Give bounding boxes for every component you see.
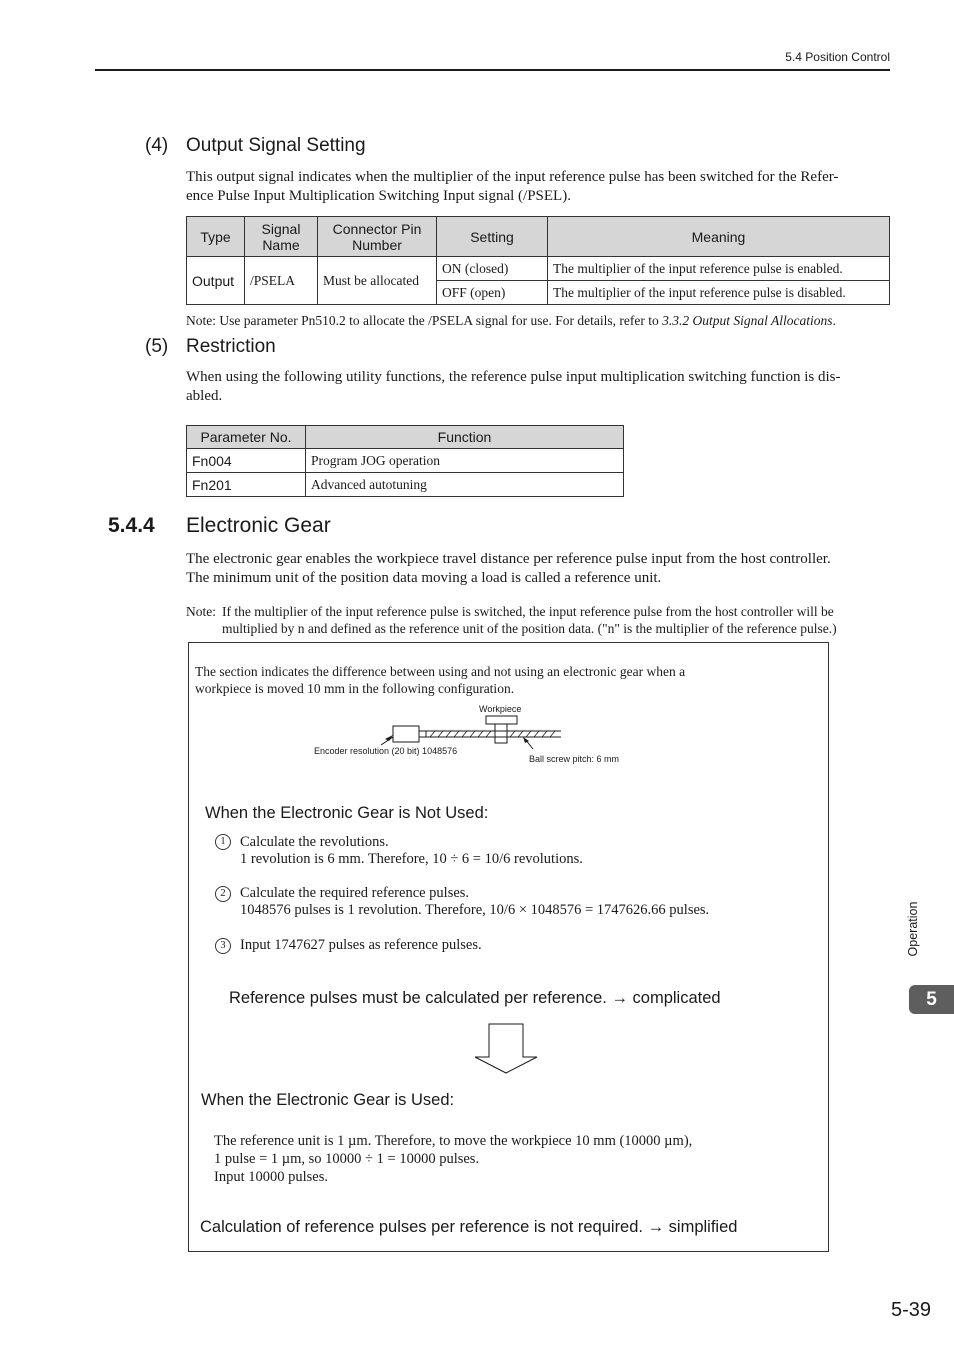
page-number: 5-39 — [890, 1299, 931, 1321]
encoder-label: Encoder resolution (20 bit) 1048576 — [314, 746, 458, 756]
step-2 — [215, 885, 709, 919]
workpiece-nut-shape — [495, 724, 507, 743]
note-text: Note: Use parameter Pn510.2 to allocate the /PSELA signal for use. For details, refer to — [186, 313, 663, 328]
motor-encoder-shape — [393, 726, 419, 742]
paragraph-line: When using the following utility functions, the reference pulse input multiplication switching function is dis- — [186, 369, 841, 385]
step-line: Calculate the revolutions. — [240, 834, 389, 850]
cell-type: Output — [187, 257, 245, 305]
col-header-parameter: Parameter No. — [187, 426, 306, 449]
intro-line: workpiece is moved 10 mm in the following configuration. — [195, 681, 515, 696]
pitch-label: Ball screw pitch: 6 mm — [529, 754, 620, 764]
example-intro — [195, 663, 685, 697]
cell-parameter: Fn004 — [187, 449, 306, 473]
table-header-row — [187, 217, 890, 257]
cell-parameter: Fn201 — [187, 473, 306, 497]
subsection-heading-electronic-gear — [108, 514, 331, 538]
paragraph-line: The minimum unit of the position data moving a load is called a reference unit. — [186, 570, 662, 586]
cell-setting: ON (closed) — [437, 257, 548, 281]
cell-meaning: The multiplier of the input reference pulse is enabled. — [548, 257, 890, 281]
table-row — [187, 257, 890, 281]
used-heading: When the Electronic Gear is Used: — [201, 1091, 455, 1109]
section-heading-restriction — [145, 336, 276, 358]
step-line: Calculate the required reference pulses. — [240, 885, 470, 901]
output-signal-description — [186, 168, 886, 206]
note-label: Note: — [186, 604, 216, 619]
table-row — [187, 473, 624, 497]
section-number: (5) — [145, 336, 169, 357]
note-line: multiplied by n and defined as the reference unit of the position data. ("n" is the multiplier of the reference pulse.) — [222, 621, 837, 636]
step-1 — [215, 834, 583, 868]
explanation-line: 1 pulse = 1 µm, so 10000 ÷ 1 = 10000 pulses. — [214, 1151, 480, 1167]
cell-setting: OFF (open) — [437, 281, 548, 305]
intro-line: The section indicates the difference between using and not using an electronic gear when a — [195, 664, 686, 679]
step-3 — [215, 937, 482, 954]
side-label-text: Operation — [906, 901, 920, 957]
output-signal-table — [186, 216, 890, 305]
subsection-title: Electronic Gear — [186, 514, 331, 537]
step-line: 1048576 pulses is 1 revolution. Therefore, 10/6 × 1048576 = 1747626.66 pulses. — [240, 902, 710, 918]
paragraph-line: This output signal indicates when the multiplier of the input reference pulse has been switched for the Refer- — [186, 169, 839, 185]
subsection-number: 5.4.4 — [108, 514, 155, 537]
used-result: Calculation of reference pulses per reference is not required. → simplified — [200, 1218, 738, 1236]
table-row — [187, 449, 624, 473]
step-number-badge: 3 — [215, 938, 231, 954]
header-rule — [95, 69, 890, 71]
step-number-badge: 1 — [215, 834, 231, 850]
workpiece-label: Workpiece — [479, 704, 522, 714]
restriction-description — [186, 368, 886, 406]
not-used-heading: When the Electronic Gear is Not Used: — [205, 804, 489, 822]
section-number: (4) — [145, 135, 169, 156]
chapter-tab: 5 — [909, 985, 954, 1014]
section-title: Restriction — [186, 336, 276, 357]
workpiece-top-shape — [486, 716, 517, 724]
not-used-result: Reference pulses must be calculated per reference. → complicated — [229, 989, 721, 1007]
col-header-meaning: Meaning — [548, 217, 890, 257]
used-explanation — [214, 1132, 692, 1186]
step-line: 1 revolution is 6 mm. Therefore, 10 ÷ 6 = 10/6 revolutions. — [240, 851, 583, 867]
note-reference-link[interactable]: 3.3.2 Output Signal Allocations — [662, 313, 833, 328]
col-header-function: Function — [306, 426, 624, 449]
screw-thread-marks — [430, 731, 555, 737]
step-number-badge: 2 — [215, 886, 231, 902]
paragraph-line: ence Pulse Input Multiplication Switching Input signal (/PSEL). — [186, 188, 571, 204]
col-header-connector: Connector Pin Number — [318, 217, 437, 257]
section-heading-output-signal — [145, 135, 366, 157]
electronic-gear-description — [186, 550, 890, 588]
ball-screw-diagram — [299, 701, 649, 771]
down-arrow-icon — [472, 1023, 540, 1075]
col-header-signal: Signal Name — [245, 217, 318, 257]
cell-signal: /PSELA — [245, 257, 318, 305]
explanation-line: Input 10000 pulses. — [214, 1169, 328, 1185]
col-header-type: Type — [187, 217, 245, 257]
explanation-line: The reference unit is 1 µm. Therefore, to move the workpiece 10 mm (10000 µm), — [214, 1133, 693, 1149]
cell-function: Advanced autotuning — [306, 473, 624, 497]
table-header-row — [187, 426, 624, 449]
coupling-shape — [419, 731, 426, 737]
restriction-table — [186, 425, 624, 497]
cell-function: Program JOG operation — [306, 449, 624, 473]
note-line: If the multiplier of the input reference pulse is switched, the input reference pulse from the host controller will be — [222, 604, 834, 619]
chapter-side-label — [903, 898, 923, 960]
paragraph-line: abled. — [186, 388, 223, 404]
cell-meaning: The multiplier of the input reference pulse is disabled. — [548, 281, 890, 305]
section-title: Output Signal Setting — [186, 135, 366, 156]
electronic-gear-example-box — [188, 642, 829, 1252]
note-suffix: . — [832, 313, 836, 328]
col-header-setting: Setting — [437, 217, 548, 257]
electronic-gear-note — [186, 603, 890, 637]
step-line: Input 1747627 pulses as reference pulses. — [240, 937, 482, 953]
output-signal-note — [186, 312, 890, 329]
running-header: 5.4 Position Control — [785, 50, 890, 64]
paragraph-line: The electronic gear enables the workpiece travel distance per reference pulse input from the host controller. — [186, 551, 831, 567]
cell-connector: Must be allocated — [318, 257, 437, 305]
